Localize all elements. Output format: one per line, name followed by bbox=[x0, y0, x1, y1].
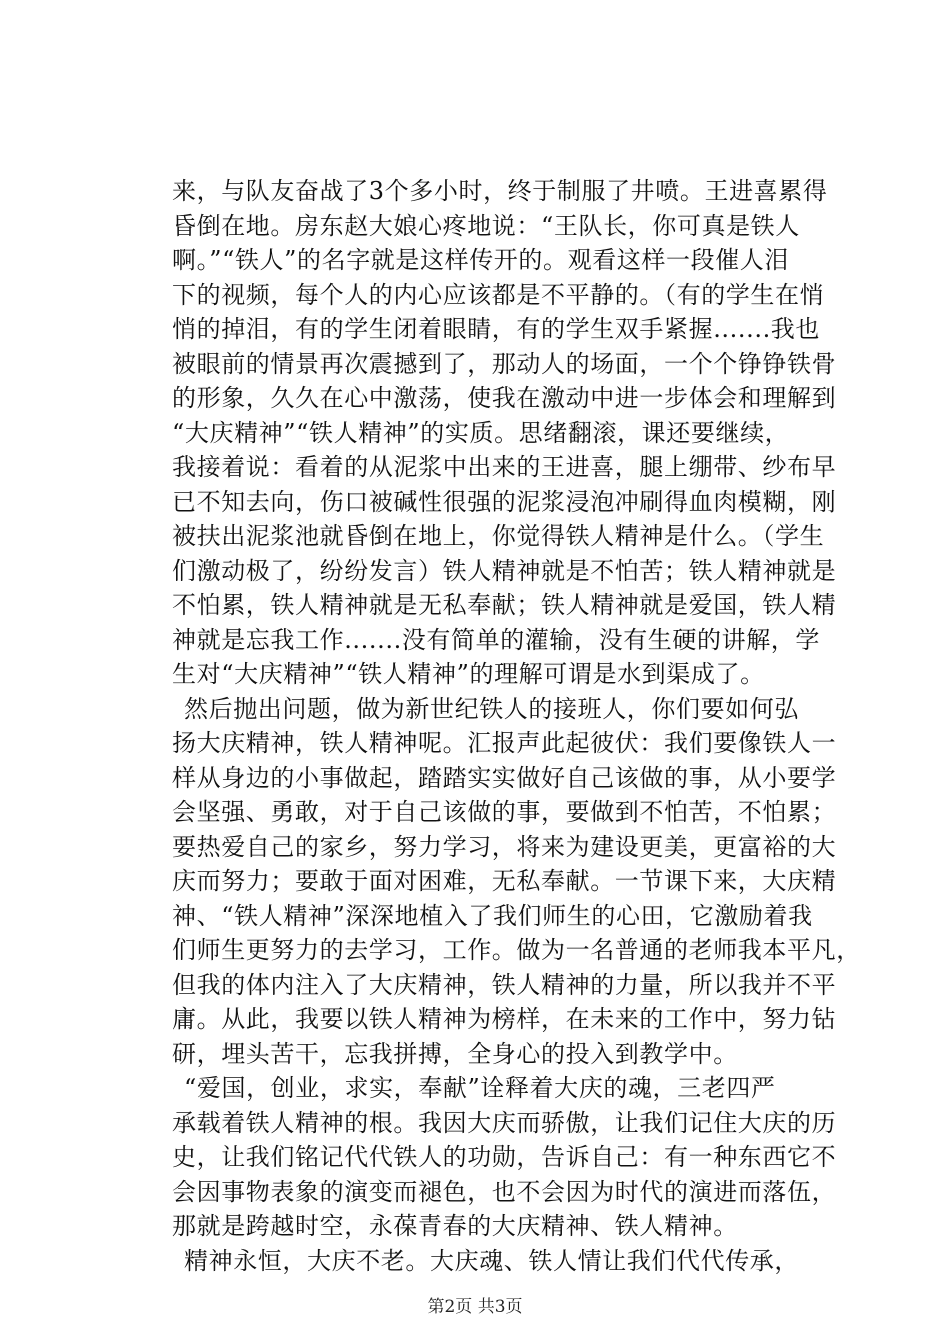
text-line: 生对“大庆精神”“铁人精神”的理解可谓是水到渠成了。 bbox=[172, 660, 765, 688]
text-line: 精神永恒，大庆不老。大庆魂、铁人情让我们代代传承， bbox=[184, 1246, 799, 1275]
text-line: 庆而努力；要敢于面对困难，无私奉献。一节课下来，大庆精 bbox=[172, 867, 837, 895]
text-line: 被扶出泥浆池就昏倒在地上，你觉得铁人精神是什么。（学生 bbox=[172, 522, 825, 550]
text-line: 悄的掉泪，有的学生闭着眼睛，有的学生双手紧握.......我也 bbox=[172, 315, 821, 343]
text-line: 已不知去向，伤口被碱性很强的泥浆浸泡冲刷得血肉模糊，刚 bbox=[172, 487, 837, 516]
text-line: 要热爱自己的家乡，努力学习，将来为建设更美，更富裕的大 bbox=[172, 832, 837, 861]
text-line: 被眼前的情景再次震撼到了，那动人的场面，一个个铮铮铁骨 bbox=[172, 349, 837, 378]
text-line: 研，埋头苦干，忘我拼搏，全身心的投入到教学中。 bbox=[172, 1039, 738, 1068]
text-line: 那就是跨越时空，永葆青春的大庆精神、铁人精神。 bbox=[172, 1212, 738, 1240]
text-line: 神就是忘我工作.......没有简单的灌输，没有生硬的讲解，学 bbox=[172, 625, 821, 654]
text-line: 我接着说：看着的从泥浆中出来的王进喜，腿上绷带、纱布早 bbox=[172, 453, 837, 481]
text-line: 的形象，久久在心中激荡，使我在激动中进一步体会和理解到 bbox=[172, 384, 837, 412]
text-line: “大庆精神”“铁人精神”的实质。思绪翻滚，课还要继续， bbox=[172, 418, 790, 447]
document-body bbox=[172, 174, 861, 1278]
text-line: 不怕累，铁人精神就是无私奉献；铁人精神就是爱国，铁人精 bbox=[172, 591, 837, 619]
text-line: 们激动极了，纷纷发言）铁人精神就是不怕苦；铁人精神就是 bbox=[172, 556, 837, 585]
text-line: 神、“铁人精神”深深地植入了我们师生的心田，它激励着我 bbox=[172, 901, 813, 930]
text-line: 史，让我们铭记代代铁人的功勋，告诉自己：有一种东西它不 bbox=[172, 1143, 837, 1171]
text-line: 下的视频，每个人的内心应该都是不平静的。（有的学生在悄 bbox=[172, 280, 825, 309]
text-line: 然后抛出问题，做为新世纪铁人的接班人，你们要如何弘 bbox=[184, 694, 799, 723]
text-line: 承载着铁人精神的根。我因大庆而骄傲，让我们记住大庆的历 bbox=[172, 1108, 837, 1137]
text-line: 样从身边的小事做起，踏踏实实做好自己该做的事，从小要学 bbox=[172, 763, 837, 792]
text-line: 会因事物表象的演变而褪色，也不会因为时代的演进而落伍， bbox=[172, 1177, 837, 1206]
text-line: 们师生更努力的去学习，工作。做为一名普通的老师我本平凡， bbox=[172, 936, 861, 964]
text-line: “爱国，创业，求实，奉献”诠释着大庆的魂，三老四严 bbox=[184, 1074, 776, 1102]
page-footer: 第2页 共3页 bbox=[427, 1297, 523, 1317]
text-line: 扬大庆精神，铁人精神呢。汇报声此起彼伏：我们要像铁人一 bbox=[172, 729, 837, 757]
text-line: 庸。从此，我要以铁人精神为榜样，在未来的工作中，努力钻 bbox=[172, 1005, 837, 1033]
text-line: 会坚强、勇敢，对于自己该做的事，要做到不怕苦，不怕累； bbox=[172, 798, 837, 826]
text-line: 啊。”“铁人”的名字就是这样传开的。观看这样一段催人泪 bbox=[172, 246, 790, 274]
text-line: 来，与队友奋战了3个多小时，终于制服了井喷。王进喜累得 bbox=[172, 177, 828, 205]
text-line: 昏倒在地。房东赵大娘心疼地说：“王队长，你可真是铁人 bbox=[172, 211, 800, 240]
text-line: 但我的体内注入了大庆精神，铁人精神的力量，所以我并不平 bbox=[172, 970, 837, 999]
